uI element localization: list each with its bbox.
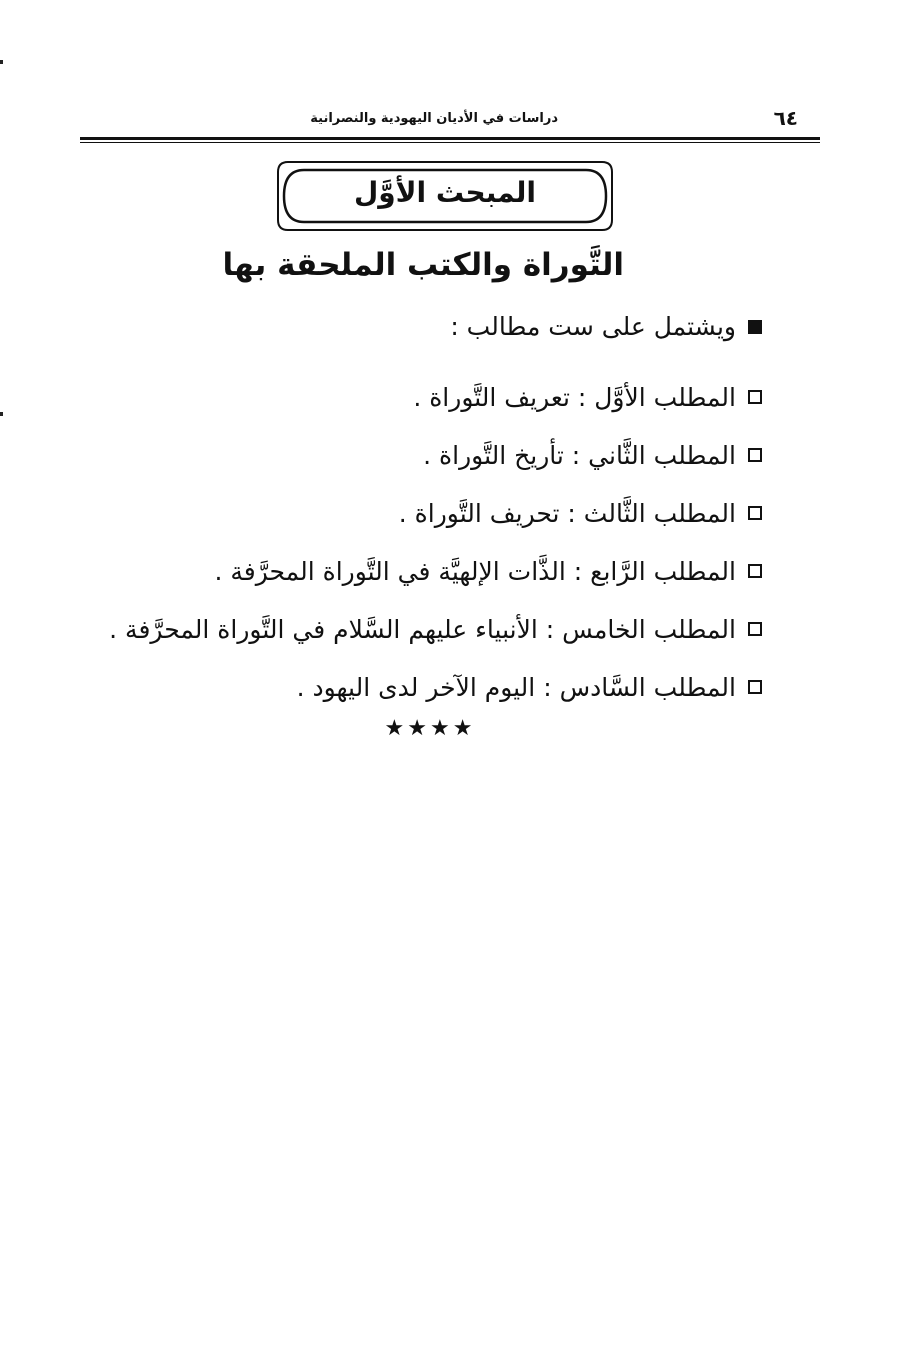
filled-square-bullet-icon <box>748 320 762 334</box>
chapter-heading-frame <box>274 158 616 234</box>
hollow-square-bullet-icon <box>748 622 762 636</box>
running-title: دراسات في الأديان اليهودية والنصرانية <box>310 111 558 126</box>
scan-mark <box>0 412 3 416</box>
hollow-square-bullet-icon <box>748 448 762 462</box>
topic-text: المطلب الأوَّل : تعريف التَّوراة . <box>413 382 736 412</box>
list-item <box>122 542 762 600</box>
intro-text: ويشتمل على ست مطالب : <box>450 312 736 341</box>
topic-text: المطلب السَّادس : اليوم الآخر لدى اليهود . <box>296 672 736 702</box>
topic-text: المطلب الخامس : الأنبياء عليهم السَّلام في التَّوراة المحرَّفة . <box>109 614 736 644</box>
list-item <box>122 368 762 426</box>
hollow-square-bullet-icon <box>748 564 762 578</box>
page-number: ٦٤ <box>773 106 798 130</box>
hollow-square-bullet-icon <box>748 680 762 694</box>
topic-text: المطلب الثَّالث : تحريف التَّوراة . <box>398 498 736 528</box>
list-item <box>122 426 762 484</box>
scan-mark <box>0 60 3 64</box>
list-item <box>122 484 762 542</box>
header-rule-thin <box>80 142 820 143</box>
chapter-heading: المبحث الأوَّل <box>353 176 537 209</box>
topics-list <box>109 368 762 716</box>
page-header <box>80 104 820 134</box>
hollow-square-bullet-icon <box>748 506 762 520</box>
hollow-square-bullet-icon <box>748 390 762 404</box>
intro-line <box>450 312 762 341</box>
list-item <box>109 600 762 658</box>
topic-text: المطلب الثَّاني : تأريخ التَّوراة . <box>423 440 736 470</box>
list-item <box>122 658 762 716</box>
topic-text: المطلب الرَّابع : الذَّات الإلهيَّة في التَّوراة المحرَّفة . <box>214 556 736 586</box>
section-title: التَّوراة والكتب الملحقة بها <box>222 247 624 283</box>
section-separator-stars: ★★★★ <box>384 716 476 741</box>
header-rule <box>80 137 820 140</box>
